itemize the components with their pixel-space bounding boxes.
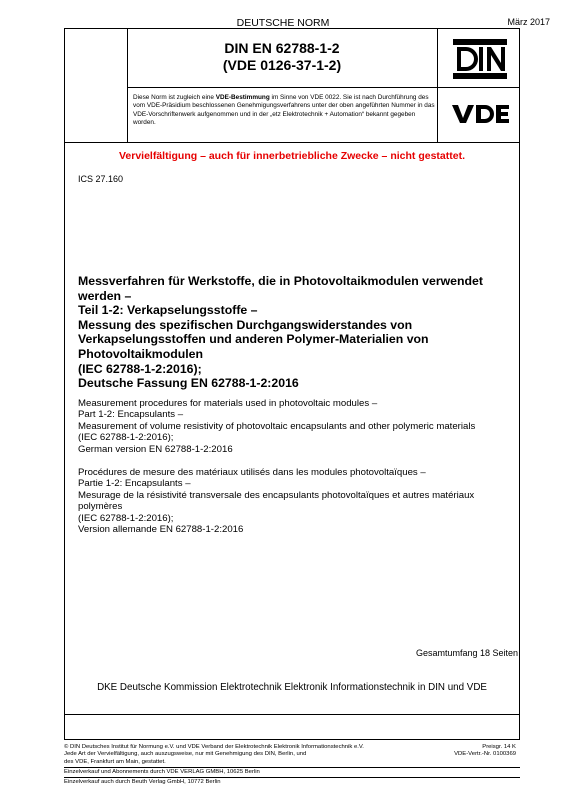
sales-info-vde: Einzelverkauf und Abonnements durch VDE VERLAG GMBH, 10625 Berlin — [64, 769, 260, 775]
title-de-line: Photovoltaikmodulen — [78, 346, 204, 361]
title-fr-line: Partie 1-2: Encapsulants – — [78, 478, 191, 490]
header-right-divider — [437, 28, 438, 142]
notice-text-pre: Diese Norm ist zugleich eine — [133, 94, 216, 101]
title-en-line: (IEC 62788-1-2:2016); — [78, 432, 174, 444]
title-french — [78, 467, 518, 535]
standard-number-block — [127, 40, 437, 74]
title-german — [78, 274, 518, 391]
title-de-line: werden – — [78, 288, 132, 303]
din-logo — [449, 36, 511, 82]
price-info — [454, 744, 516, 759]
sales-divider-1 — [64, 767, 520, 768]
ics-code: ICS 27.160 — [78, 174, 124, 184]
sales-info-beuth: Einzelverkauf auch durch Beuth Verlag GmbH, 10772 Berlin — [64, 779, 221, 785]
footer-top-rule — [64, 714, 520, 715]
notice-text-bold: VDE-Bestimmung — [215, 94, 270, 101]
title-fr-line: Procédures de mesure des matériaux utilisés dans les modules photovoltaïques – — [78, 467, 426, 478]
title-de-line: Deutsche Fassung EN 62788-1-2:2016 — [78, 376, 299, 391]
copyright-line: Jede Art der Vervielfältigung, auch auszugsweise, nur mit Genehmigung des DIN, Berlin, und — [64, 751, 307, 758]
header-bottom-rule — [64, 142, 520, 143]
title-de-line: Verkapselungsstoffen und anderen Polymer-Materialien von — [78, 332, 429, 347]
standard-number: DIN EN 62788-1-2 — [224, 40, 340, 56]
title-de-line: (IEC 62788-1-2:2016); — [78, 361, 202, 376]
sales-divider-2 — [64, 777, 520, 778]
vde-classification-number: (VDE 0126-37-1-2) — [222, 57, 342, 73]
title-fr-line: Mesurage de la résistivité transversale des encapsulants photovoltaïques et autres matériaux — [78, 489, 475, 501]
vde-regulation-notice — [133, 94, 435, 127]
title-fr-line: (IEC 62788-1-2:2016); — [78, 512, 174, 524]
copyright-line: © DIN Deutsches Institut für Normung e.V. und VDE Verband der Elektrotechnik Elektronik Informationstechnik e.V. — [64, 744, 364, 750]
vde-logo-mark — [449, 98, 511, 128]
copyright-notice — [64, 744, 364, 766]
copyright-line: des VDE, Frankfurt am Main, gestattet. — [64, 758, 166, 765]
total-pages: Gesamtumfang 18 Seiten — [415, 648, 518, 658]
title-en-line: Measurement procedures for materials used in photovoltaic modules – — [78, 398, 378, 409]
title-en-line: Part 1-2: Encapsulants – — [78, 409, 184, 421]
title-fr-line: polymères — [78, 501, 123, 513]
vde-distribution-number: VDE-Vertr.-Nr. 0100369 — [454, 751, 516, 758]
din-logo-mark — [449, 36, 511, 82]
title-de-line: Messverfahren für Werkstoffe, die in Photovoltaikmodulen verwendet — [78, 274, 483, 288]
title-en-line: Measurement of volume resistivity of photovoltaic encapsulants and other polymeric materials — [78, 420, 476, 432]
title-fr-line: Version allemande EN 62788-1-2:2016 — [78, 524, 244, 536]
vde-logo — [449, 98, 511, 128]
dke-publisher-line: DKE Deutsche Kommission Elektrotechnik Elektronik Informationstechnik in DIN und VDE — [97, 682, 487, 693]
price-group: Preisgr. 14 K — [482, 744, 516, 750]
title-divider — [127, 87, 520, 88]
reproduction-warning: Vervielfältigung – auch für innerbetriebliche Zwecke – nicht gestattet. — [118, 150, 465, 162]
title-de-line: Messung des spezifischen Durchgangswiderstandes von — [78, 317, 413, 332]
title-de-line: Teil 1-2: Verkapselungsstoffe – — [78, 303, 258, 318]
publication-date: März 2017 — [507, 17, 550, 27]
document-type-header: DEUTSCHE NORM — [236, 17, 330, 29]
title-english — [78, 398, 518, 455]
title-en-line: German version EN 62788-1-2:2016 — [78, 443, 233, 455]
notice-text-post: im Sinne von VDE 0022. Sie ist nach Durchführung des vom VDE-Präsidium beschlossenen Genehmigungsverfahrens unter der oben angeführten Nummer in das VDE-Vorschriftenwerk aufgenommen und in der „etz Elektrotechnik + Automation“ bekannt gegeben worden. — [133, 94, 435, 126]
